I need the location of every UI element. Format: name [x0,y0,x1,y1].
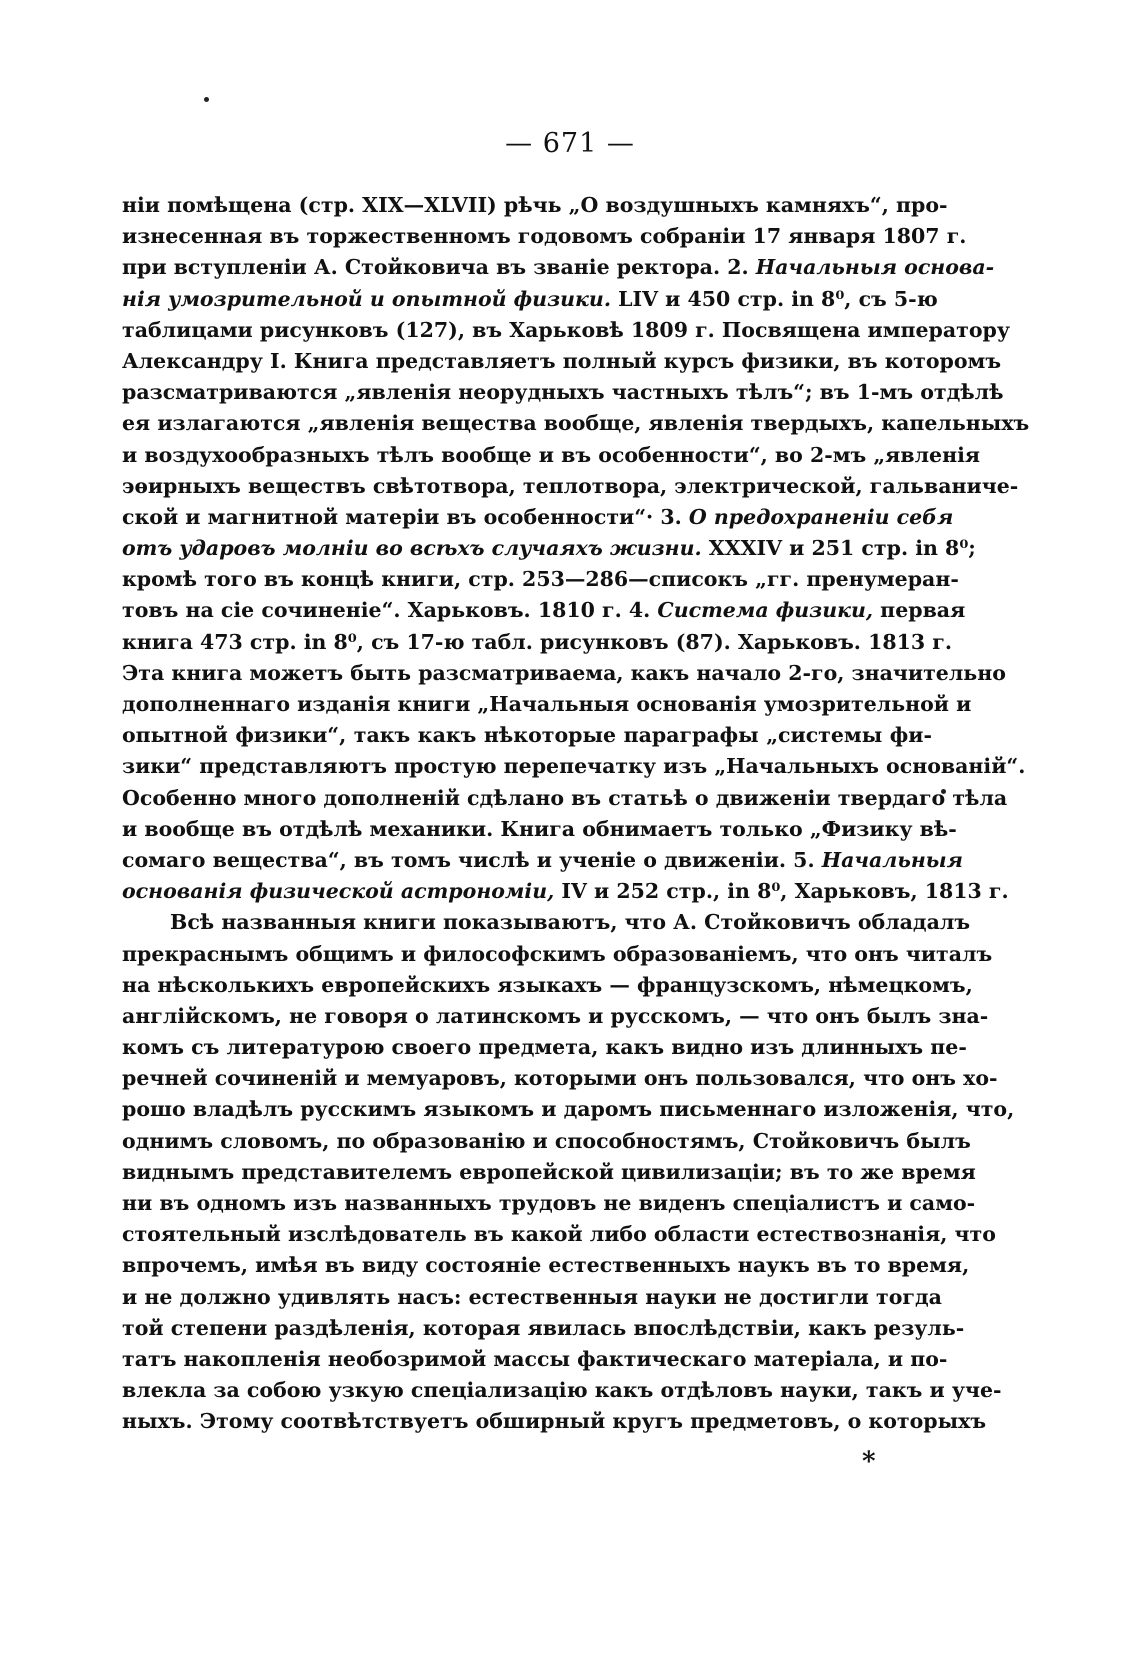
line-text: комъ съ литературою своего предмета, какъ видно изъ длинныхъ пе- [122,1035,967,1060]
line-text: опытной физики“, такъ какъ нѣкоторые параграфы „системы фи- [122,723,932,748]
line-text: разсматриваются „явленiя неорудныхъ частныхъ тѣлъ“; въ 1-мъ отдѣлѣ [122,380,1004,405]
line-text: Всѣ названныя книги показываютъ, что А. Стойковичъ обладалъ [170,910,971,935]
italic-title: нiя умозрительной и опытной физики. [122,286,611,311]
text-line [122,970,973,1001]
line-text: сомаго вещества“, въ томъ числѣ и ученiе о движенiи. 5. [122,847,822,872]
text-line [122,814,957,845]
line-text: первая [873,598,966,623]
text-line [122,658,1006,689]
italic-title: основанiя физической астрономiи, [122,879,555,904]
line-text: прекраснымъ общимъ и философскимъ образованiемъ, что онъ читалъ [122,941,993,966]
line-text: татъ накопленiя необозримой массы фактическаго матерiала, и по- [122,1346,948,1371]
line-text: рошо владѣлъ русскимъ языкомъ и даромъ письменнаго изложенiя, что, [122,1097,1015,1122]
line-text: IV и 252 стр., in 8⁰, Харьковъ, 1813 г. [554,879,1009,904]
line-text: Эта книга можетъ быть разсматриваема, какъ начало 2-го, значительно [122,660,1006,685]
line-text: дополненнаго изданiя книги „Начальныя основанiя умозрительной и [122,692,972,716]
italic-title: отъ ударовъ молнiи во всѣхъ случаяхъ жизни. [122,536,702,561]
italic-title: Начальныя основа- [755,255,995,280]
line-text: впрочемъ, имѣя въ виду состоянiе естественныхъ наукъ въ то время, [122,1253,970,1278]
text-line [122,720,932,751]
text-line [122,876,1009,907]
text-line [122,346,1002,377]
text-line [122,221,967,252]
text-line [122,564,959,595]
line-text: XXXIV и 251 стр. in 8⁰; [701,536,976,561]
text-line [122,751,1026,782]
line-text: книга 473 стр. in 8⁰, съ 17-ю табл. рисунковъ (87). Харьковъ. 1813 г. [122,629,952,654]
line-text: Александру I. Книга представляетъ полный курсъ физики, въ которомъ [122,348,1002,373]
text-line [122,783,1008,814]
text-line [122,252,995,283]
text-line [122,845,963,876]
line-text: при вступленiи А. Стойковича въ званiе ректора. 2. [122,255,756,280]
italic-title: Начальныя [821,847,963,872]
line-text: ея излагаются „явленiя вещества вообще, явленiя твердыхъ, капельныхъ [122,411,1030,436]
line-text: однимъ словомъ, по образованiю и способностямъ, Стойковичъ былъ [122,1128,971,1153]
line-text: и вообще въ отдѣлѣ механики. Книга обнимаетъ только „Физику вѣ- [122,816,957,841]
line-text: той степени раздѣленiя, которая явилась впослѣдствiи, какъ резуль- [122,1315,965,1340]
text-line [122,689,972,720]
text-line [122,190,948,221]
line-text: кромѣ того въ концѣ книги, стр. 253—286—списокъ „гг. пренумеран- [122,567,959,592]
text-line [122,627,952,658]
scan-speck-top [204,97,209,102]
text-line [122,533,976,564]
page-number: — 671 — [505,128,635,159]
line-text: таблицами рисунковъ (127), въ Харьковѣ 1809 г. Посвящена императору [122,317,1010,342]
footer-asterisk-mark: * [862,1447,876,1477]
text-line [122,1094,1015,1125]
line-text: и воздухообразныхъ тѣлъ вообще и въ особенности“, во 2-мъ „явленiя [122,442,981,467]
line-text: Особенно много дополненiй сдѣлано въ статьѣ о движенiи твердаго тѣла [122,785,1008,810]
text-line [122,1375,1002,1406]
text-line [122,1063,998,1094]
line-text: и не должно удивлять насъ: естественныя науки не достигли тогда [122,1284,942,1309]
line-text: товъ на сiе сочиненiе“. Харьковъ. 1810 г. 4. [122,598,658,623]
text-line [122,595,966,626]
line-text: LIV и 450 стр. in 8⁰, съ 5-ю [610,286,938,311]
line-text: эѳирныхъ веществъ свѣтотвора, теплотвора, электрической, гальваниче- [122,473,1019,498]
line-text: изнесенная въ торжественномъ годовомъ собранiи 17 января 1807 г. [122,224,967,249]
line-text: на нѣсколькихъ европейскихъ языкахъ — французскомъ, нѣмецкомъ, [122,972,973,997]
text-line [122,939,993,970]
text-line [122,1406,987,1437]
text-line [122,502,954,533]
text-line [122,1250,970,1281]
text-line [122,315,1010,346]
text-line [122,1001,989,1032]
line-text: зики“ представляютъ простую перепечатку изъ „Начальныхъ основанiй“. [122,754,1026,779]
line-text: виднымъ представителемъ европейской цивилизацiи; въ то же время [122,1159,976,1184]
text-line [122,471,1019,502]
line-text: англiйскомъ, не говоря о латинскомъ и русскомъ, — что онъ былъ зна- [122,1003,989,1028]
italic-title: Система физики, [657,598,874,623]
text-line [122,377,1004,408]
text-line [122,440,981,471]
text-line [122,1157,976,1188]
text-line [122,1032,967,1063]
text-line [122,1344,948,1375]
line-text: влекла за собою узкую спецiализацiю какъ отдѣловъ науки, такъ и уче- [122,1378,1002,1403]
text-line [122,1188,976,1219]
line-text: ныхъ. Этому соотвѣтствуетъ обширный кругъ предметовъ, о которыхъ [122,1409,987,1434]
italic-title: О предохраненiи себя [688,504,954,529]
text-line [122,1126,971,1157]
text-line [122,1313,965,1344]
text-line [122,907,971,938]
body-text [122,190,1030,1438]
line-text: ни въ одномъ изъ названныхъ трудовъ не виденъ спецiалистъ и само- [122,1191,976,1215]
line-text: речней сочиненiй и мемуаровъ, которыми онъ пользовался, что онъ хо- [122,1066,998,1091]
text-line [122,408,1030,439]
line-text: стоятельный изслѣдователь въ какой либо области естествознанiя, что [122,1222,996,1247]
line-text: нiи помѣщена (стр. XIX—XLVII) рѣчь „О воздушныхъ камняхъ“, про- [122,193,948,217]
text-line [122,284,938,315]
line-text: ской и магнитной матерiи въ особенности“· 3. [122,504,689,529]
text-line [122,1219,996,1250]
text-line [122,1282,942,1313]
